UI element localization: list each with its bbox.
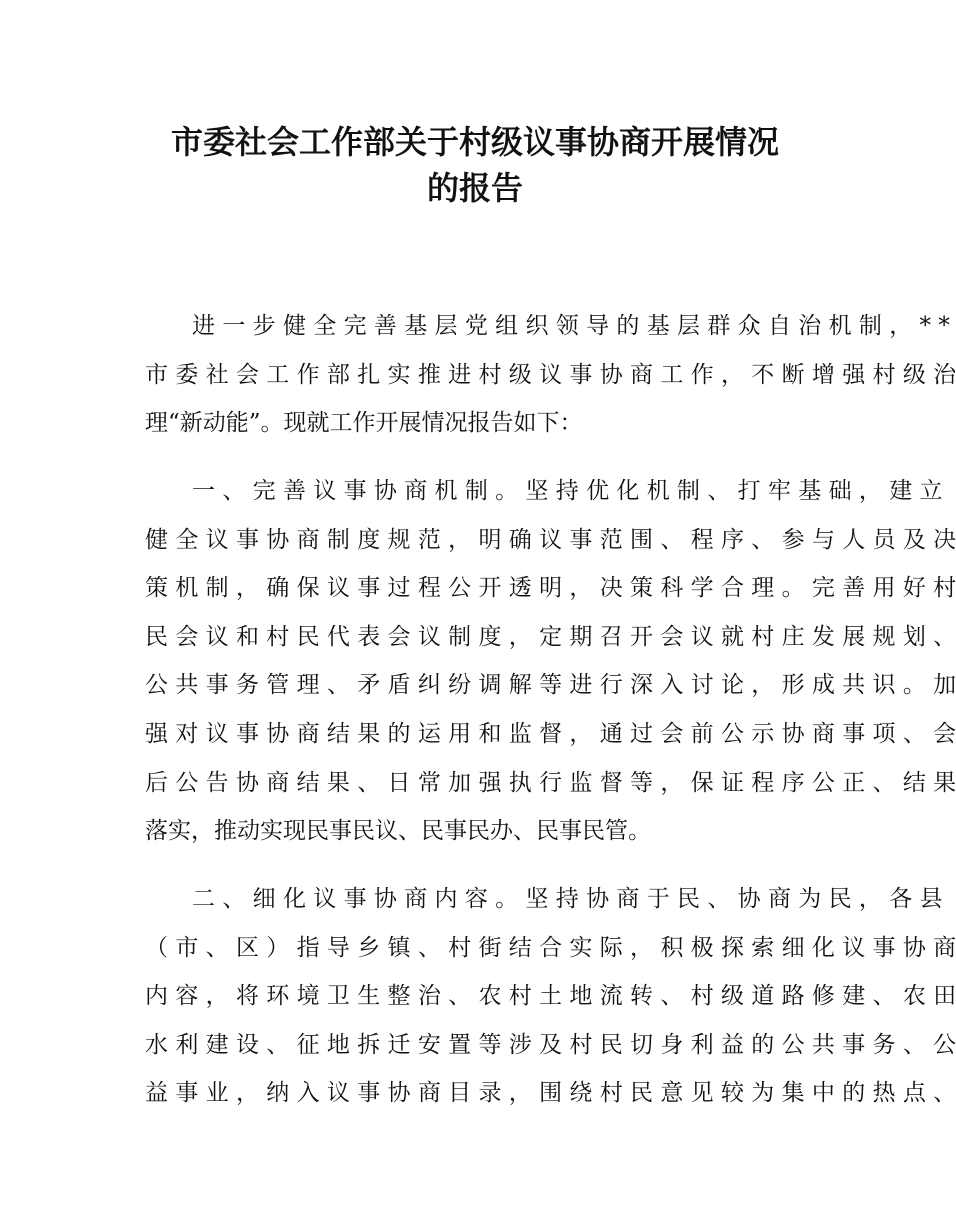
paragraph-section-2 — [145, 875, 956, 1118]
text-line: 理“新动能”。现就工作开展情况报告如下： — [145, 410, 583, 437]
text-line: 落实，推动实现民事民议、民事民办、民事民管。 — [145, 818, 651, 845]
paragraph-intro — [145, 302, 956, 448]
paragraph-section-1 — [145, 467, 956, 856]
document-title-line-2: 的报告 — [426, 169, 523, 207]
text-line: 策 机 制 ， 确 保 议 事 过 程 公 开 透 明 ， 决 策 科 学 合 理 。 完 善 用 好 村 — [145, 575, 956, 602]
text-line: 进 一 步 健 全 完 善 基 层 党 组 织 领 导 的 基 层 群 众 自 治 机 制 ， * * — [192, 313, 950, 339]
text-line: 益 事 业 ， 纳 入 议 事 协 商 目 录 ， 围 绕 村 民 意 见 较 为 集 中 的 热 点 、 — [145, 1080, 956, 1107]
text-line: 后 公 告 协 商 结 果 、 日 常 加 强 执 行 监 督 等 ， 保 证 程 序 公 正 、 结 果 — [145, 769, 956, 796]
text-line: （ 市 、 区 ） 指 导 乡 镇 、 村 街 结 合 实 际 ， 积 极 探 索 细 化 议 事 协 商 — [145, 934, 956, 961]
text-line: 市 委 社 会 工 作 部 扎 实 推 进 村 级 议 事 协 商 工 作 ， 不 断 增 强 村 级 治 — [145, 361, 956, 388]
text-line: 公 共 事 务 管 理 、 矛 盾 纠 纷 调 解 等 进 行 深 入 讨 论 ， 形 成 共 识 。 加 — [145, 672, 956, 699]
text-line: 水 利 建 设 、 征 地 拆 迁 安 置 等 涉 及 村 民 切 身 利 益 的 公 共 事 务 、 公 — [145, 1031, 956, 1058]
text-line: 民 会 议 和 村 民 代 表 会 议 制 度 ， 定 期 召 开 会 议 就 村 庄 发 展 规 划 、 — [145, 623, 956, 650]
text-line: 健 全 议 事 协 商 制 度 规 范 ， 明 确 议 事 范 围 、 程 序 、 参 与 人 员 及 决 — [145, 526, 956, 553]
text-line: 内 容 ， 将 环 境 卫 生 整 治 、 农 村 土 地 流 转 、 村 级 道 路 修 建 、 农 田 — [145, 983, 956, 1010]
text-line: 二 、 细 化 议 事 协 商 内 容 。 坚 持 协 商 于 民 、 协 商 为 民 ， 各 县 — [192, 886, 943, 912]
text-line: 强 对 议 事 协 商 结 果 的 运 用 和 监 督 ， 通 过 会 前 公 示 协 商 事 项 、 会 — [145, 720, 956, 747]
document-title-line-1: 市委社会工作部关于村级议事协商开展情况 — [170, 123, 779, 161]
text-line: 一 、 完 善 议 事 协 商 机 制 。 坚 持 优 化 机 制 、 打 牢 基 础 ， 建 立 — [192, 478, 943, 504]
